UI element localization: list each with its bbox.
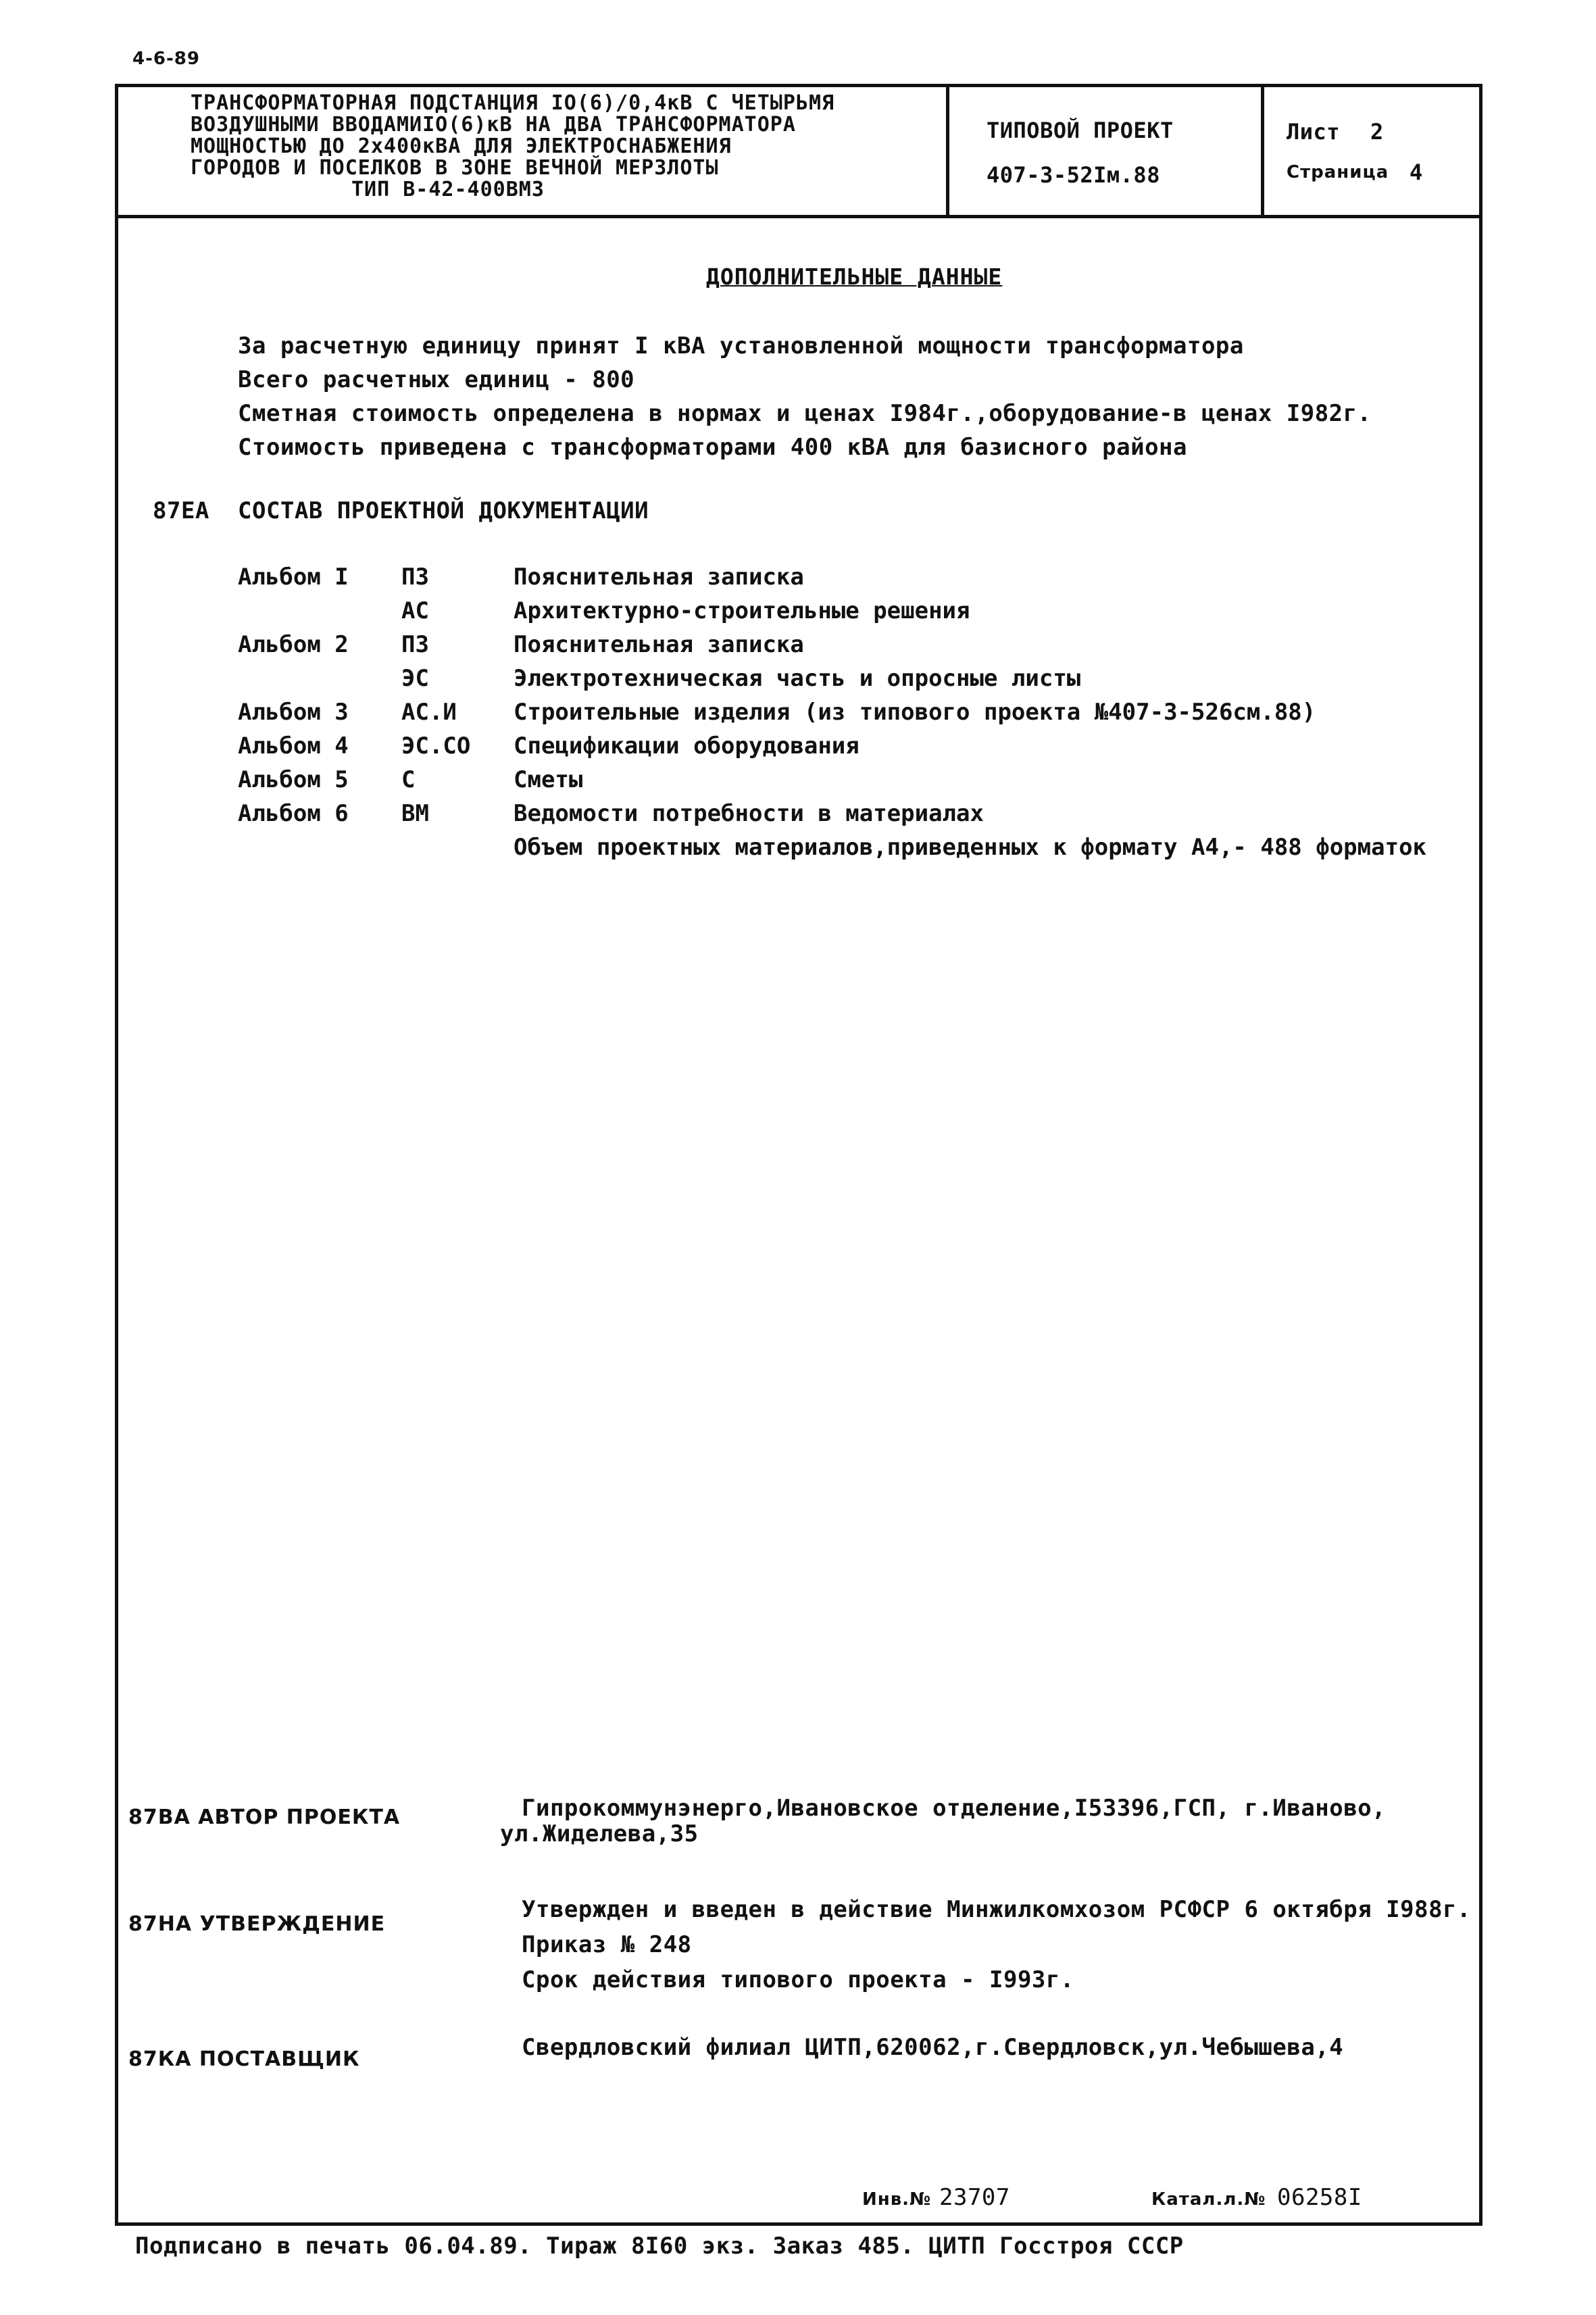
album-name: Альбом 6 [238, 800, 349, 827]
inventory-label: Инв.№ [862, 2189, 932, 2210]
catalog-number: 06258I [1277, 2184, 1362, 2211]
album-desc: Пояснительная записка [514, 564, 804, 591]
album-abbr: АС [401, 597, 429, 624]
sheet-number: 2 [1370, 119, 1384, 145]
album-abbr: ПЗ [401, 564, 429, 591]
intro-line-2: Всего расчетных единиц - 800 [238, 366, 635, 393]
album-abbr: ВМ [401, 800, 429, 827]
header-title-line-3: МОЩНОСТЬЮ ДО 2х400кВА ДЛЯ ЭЛЕКТРОСНАБЖЕНИЯ [191, 134, 732, 158]
corner-mark: 4-6-89 [132, 49, 200, 69]
docs-code: 87ЕА [153, 497, 209, 524]
author-label: 87ВА АВТОР ПРОЕКТА [128, 1806, 401, 1829]
album-desc: Объем проектных материалов,приведенных к формату А4,- 488 форматок [514, 834, 1427, 861]
header-col-divider-1 [946, 84, 949, 216]
album-desc: Электротехническая часть и опросные листы [514, 665, 1081, 692]
print-imprint: Подписано в печать 06.04.89. Тираж 8I60 экз. Заказ 485. ЦИТП Госстроя СССР [135, 2233, 1184, 2260]
header-title-line-2: ВОЗДУШНЫМИ ВВОДАМИIO(6)кВ НА ДВА ТРАНСФОРМАТОРА [191, 113, 796, 136]
author-line-2: ул.Жиделева,35 [500, 1820, 699, 1847]
approval-label: 87НА УТВЕРЖДЕНИЕ [128, 1912, 386, 1936]
intro-line-4: Стоимость приведена с трансформаторами 400 кВА для базисного района [238, 434, 1187, 461]
album-abbr: С [401, 766, 416, 793]
project-number: 407-3-52Iм.88 [987, 162, 1160, 188]
page-number: 4 [1410, 159, 1423, 185]
docs-title: СОСТАВ ПРОЕКТНОЙ ДОКУМЕНТАЦИИ [238, 497, 649, 524]
approval-line-2: Приказ № 248 [522, 1931, 692, 1958]
album-abbr: ЭС.СО [401, 732, 471, 760]
album-abbr: ЭС [401, 665, 429, 692]
album-desc: Пояснительная записка [514, 631, 804, 658]
supplier-text: Свердловский филиал ЦИТП,620062,г.Свердловск,ул.Чебышева,4 [522, 2034, 1344, 2061]
sheet-label: Лист [1287, 119, 1341, 145]
approval-line-1: Утвержден и введен в действие Минжилкомхозом РСФСР 6 октября I988г. [522, 1896, 1471, 1923]
album-abbr: АС.И [401, 699, 457, 726]
header-title-line-1: ТРАНСФОРМАТОРНАЯ ПОДСТАНЦИЯ IO(6)/0,4кВ С ЧЕТЫРЬМЯ [191, 91, 835, 115]
album-desc: Ведомости потребности в материалах [514, 800, 984, 827]
inventory-number: 23707 [939, 2184, 1010, 2211]
supplier-label: 87КА ПОСТАВЩИК [128, 2047, 360, 2071]
approval-line-3: Срок действия типового проекта - I993г. [522, 1966, 1074, 1993]
album-desc: Строительные изделия (из типового проекта №407-3-526см.88) [514, 699, 1316, 726]
album-desc: Сметы [514, 766, 583, 793]
header-title-line-5: ТИП В-42-400ВМЗ [351, 178, 545, 201]
section-title: ДОПОЛНИТЕЛЬНЫЕ ДАННЫЕ [706, 264, 1003, 290]
project-label: ТИПОВОЙ ПРОЕКТ [987, 118, 1174, 143]
header-title-line-4: ГОРОДОВ И ПОСЕЛКОВ В ЗОНЕ ВЕЧНОЙ МЕРЗЛОТЫ [191, 156, 719, 180]
page-label: Страница [1287, 162, 1389, 182]
album-name: Альбом I [238, 564, 349, 591]
author-line-1: Гипрокоммунэнерго,Ивановское отделение,I53396,ГСП, г.Иваново, [522, 1795, 1387, 1822]
album-name: Альбом 4 [238, 732, 349, 760]
header-divider [115, 215, 1482, 218]
album-name: Альбом 3 [238, 699, 349, 726]
intro-line-3: Сметная стоимость определена в нормах и ценах I984г.,оборудование-в ценах I982г. [238, 400, 1372, 427]
album-desc: Спецификации оборудования [514, 732, 859, 760]
album-name: Альбом 2 [238, 631, 349, 658]
album-name: Альбом 5 [238, 766, 349, 793]
album-abbr: ПЗ [401, 631, 429, 658]
album-desc: Архитектурно-строительные решения [514, 597, 970, 624]
catalog-label: Катал.л.№ [1151, 2189, 1266, 2210]
header-col-divider-2 [1261, 84, 1264, 216]
intro-line-1: За расчетную единицу принят I кВА установленной мощности трансформатора [238, 332, 1244, 359]
